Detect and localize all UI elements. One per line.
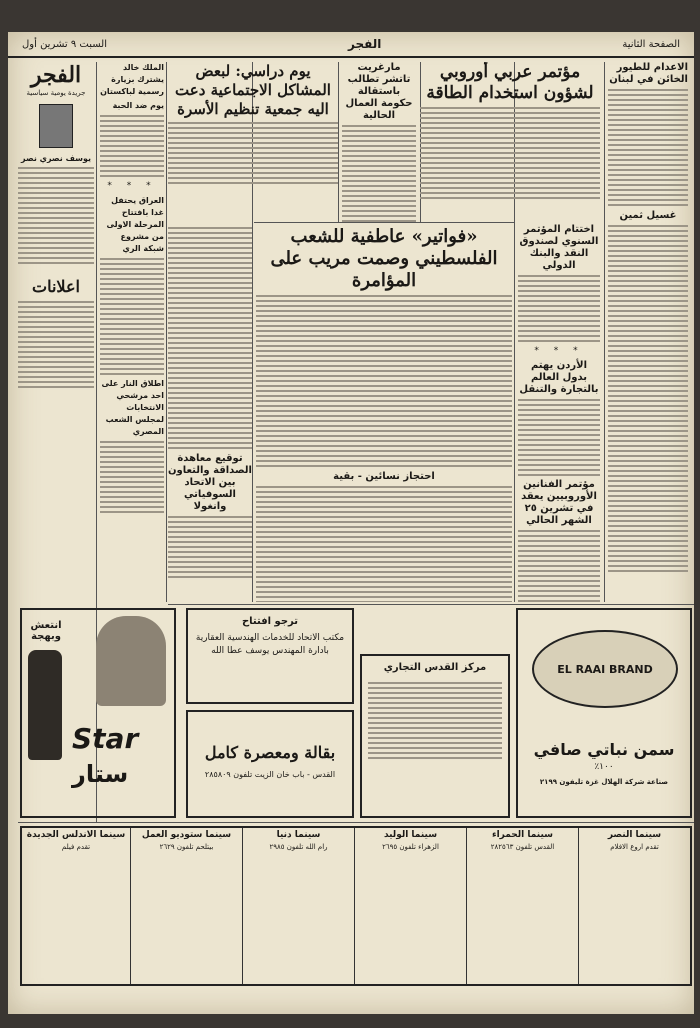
- cinema-line: تقدم اروع الافلام: [610, 843, 659, 851]
- cinema-name: سينما الحمراء: [491, 830, 553, 840]
- women-illustration: [96, 616, 166, 706]
- story-title: يوم ضد الحبة: [112, 101, 164, 110]
- cinema-entry: [242, 828, 354, 984]
- masthead-subtitle: جريدة يومية سياسية: [26, 89, 86, 97]
- bottle-illustration: [28, 650, 62, 760]
- story-title: مارغريت تاتشر تطالب باستقالة حكومة العمال الحالية: [345, 62, 413, 121]
- engineering-office-notice: [186, 608, 354, 704]
- story-title: العراق يحتفل غدا بافتتاح المرحلة الاولى من مشروع شبكة الري: [106, 196, 164, 253]
- separator-stars: * * *: [107, 181, 157, 191]
- kamel-grocery-ad: [186, 710, 354, 818]
- masthead-column: [18, 62, 94, 602]
- center-story: [256, 226, 512, 602]
- cinema-entry: [578, 828, 690, 984]
- ads-heading: اعلانات: [32, 277, 80, 296]
- notice-title: ترجو افتتاح: [241, 616, 299, 627]
- star-logo-ar: ستار: [72, 760, 129, 788]
- story-title: اختتام المؤتمر السنوي لصندوق النقد والبنك الدولي: [519, 224, 599, 271]
- newspaper-page: [8, 32, 694, 1014]
- column-2b: [518, 224, 600, 602]
- headline-palestinian-people: «فواتير» عاطفية للشعب الفلسطيني وصمت مريب على المؤامرة: [270, 226, 498, 291]
- cinema-line: القدس تلفون ٢٨٢٥٦٣: [490, 843, 555, 851]
- shop-address: القدس - باب خان الزيت تلفون ٢٨٥٨٠٩: [204, 770, 336, 779]
- cinema-entry: [130, 828, 242, 984]
- story-title: الملك خالد يشترك بزيارة رسمية لباكستان: [100, 63, 164, 96]
- column-4: [168, 62, 338, 222]
- raai-percentage: ١٠٠٪: [594, 762, 614, 772]
- cinema-line: تقدم فيلم: [61, 843, 91, 851]
- raai-company: صناعة شركة الهلال غزة تليفون ٢١٩٩: [539, 778, 669, 786]
- separator-stars: * * *: [534, 346, 584, 356]
- raai-product-name: سمن نباتي صافي: [533, 740, 675, 759]
- cinema-line: بيتلحم تلفون ٢٦٢٩: [159, 843, 214, 851]
- editor-photo: [39, 104, 73, 148]
- shop-title: بقالة ومعصرة كامل: [204, 743, 336, 762]
- story-title: توقيع معاهدة الصداقة والتعاون بين الاتحاد السوفياتي وانغولا: [168, 453, 252, 512]
- cinema-listings: [20, 826, 692, 986]
- el-raai-ghee-ad: [516, 608, 692, 818]
- column-4b: [168, 224, 252, 602]
- cinema-name: سينما دنيا: [276, 830, 321, 840]
- column-1: [608, 62, 688, 602]
- story-title: اطلاق النار على احد مرشحي الانتخابات لمجلس الشعب المصري: [101, 379, 164, 436]
- header-date: السبت ٩ تشرين أول: [22, 38, 108, 50]
- header-paper-name: الفجر: [348, 37, 382, 51]
- cinema-line: الزهراء تلفون ٢٦٩٥: [382, 843, 439, 851]
- cinema-name: سينما الاندلس الجديدة: [26, 830, 126, 840]
- story-title: غسيل ثمين: [619, 210, 677, 221]
- editor-name: يوسف نصري نصر: [20, 154, 92, 163]
- headline-study-day: يوم دراسي: لبعض المشاكل الاجتماعية دعت اليه جمعية تنظيم الأسرة: [175, 62, 331, 118]
- column-5: [100, 62, 164, 602]
- header-page-number: الصفحة الثانية: [622, 38, 680, 50]
- cinema-name: سينما ستوديو العمل: [141, 830, 232, 840]
- cinema-entry: [466, 828, 578, 984]
- story-title: الأردن يهتم بدول العالم بالتجارة والتنقل: [519, 360, 599, 395]
- column-2: [420, 62, 600, 222]
- cinema-entry: [354, 828, 466, 984]
- commercial-center-ad: [360, 654, 510, 818]
- cinema-name: سينما النصر: [607, 830, 662, 840]
- ad-tagline: انتعش وبهجة: [30, 620, 62, 642]
- page-header: [8, 32, 694, 58]
- cinema-entry: [22, 828, 130, 984]
- column-3: [342, 62, 416, 222]
- star-logo-en: Star: [72, 722, 139, 755]
- center-title: مركز القدس التجاري: [383, 662, 487, 673]
- story-title: احتجاز نسائين - بقية: [333, 471, 435, 482]
- cinema-name: سينما الوليد: [383, 830, 438, 840]
- headline-energy-conference: مؤتمر عربي أوروبي لشؤون استخدام الطاقة: [426, 62, 594, 103]
- masthead-title: الفجر: [30, 62, 82, 88]
- cinema-line: رام الله تلفون ٢٩٨٥: [269, 843, 328, 851]
- story-title: الاعدام للطيور الخائن في لبنان: [609, 62, 688, 85]
- raai-brand-logo: EL RAAI BRAND: [532, 630, 678, 708]
- notice-body: مكتب الاتحاد للخدمات الهندسية العقارية بادارة المهندس يوسف عطا الله: [195, 633, 345, 656]
- star-cola-ad: [20, 608, 176, 818]
- story-title: مؤتمر الفنانين الأوروبيين يعقد في تشرين ٢٥ الشهر الحالي: [521, 479, 597, 526]
